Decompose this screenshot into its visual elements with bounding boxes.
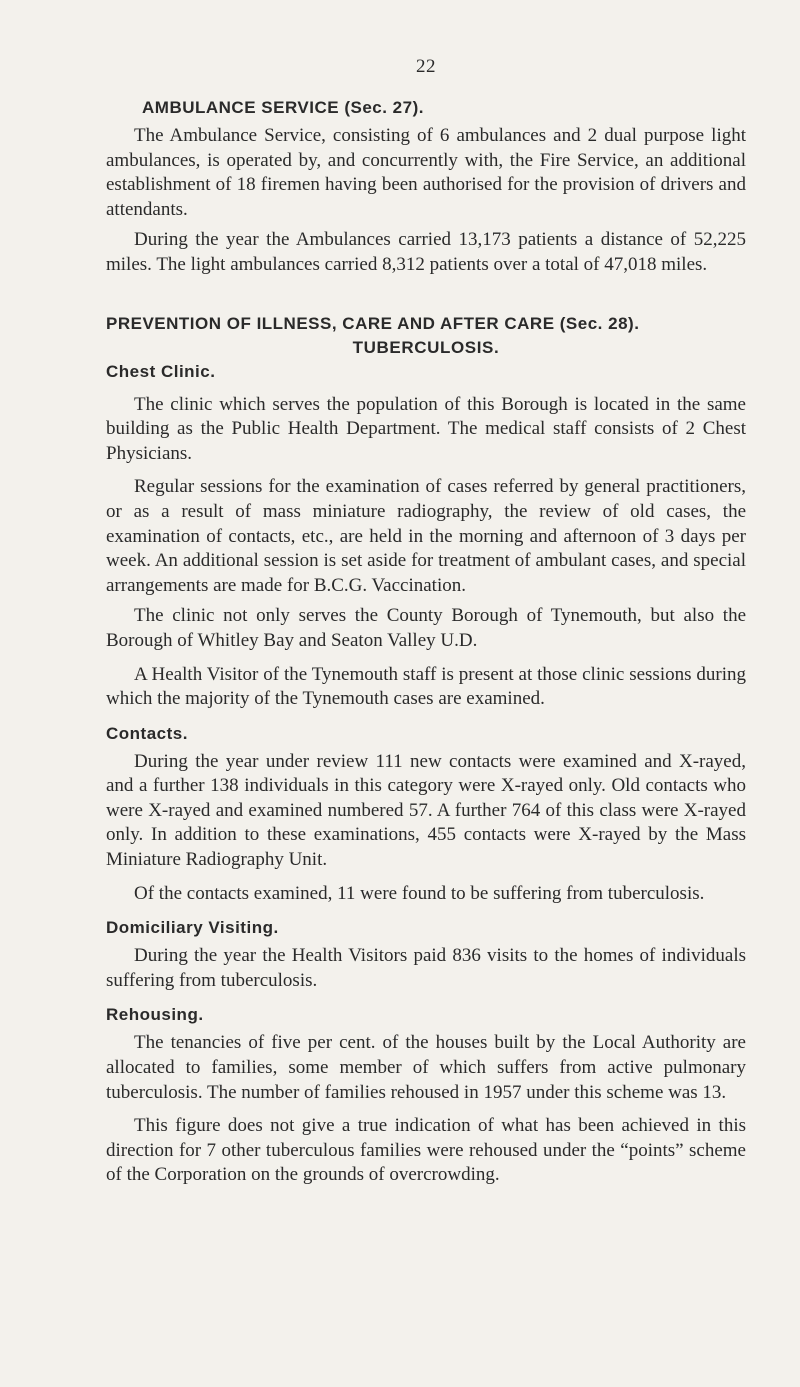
document-body bbox=[106, 96, 746, 1188]
subsection-heading-domiciliary: Domiciliary Visiting. bbox=[106, 918, 279, 938]
paragraph-contacts-1: During the year under review 111 new contacts were examined and X-rayed, and a further 138 individuals in this category were X-rayed only. Old contacts who were X-rayed and examined numbered 57. A further 764 of this class were X-rayed only. In addition to these examinations, 455 contacts were X-rayed by the Mass Miniature Radiography Unit. bbox=[106, 750, 746, 871]
paragraph-contacts-2: Of the contacts examined, 11 were found to be suffering from tuberculosis. bbox=[134, 882, 705, 904]
paragraph-clinic-2: Regular sessions for the examination of cases referred by general practitioners, or as a result of mass miniature radiography, the review of old cases, the examination of contacts, etc., are held in the morning and afternoon of 3 days per week. An additional session is set aside for treatment of ambulant cases, and special arrangements are made for B.C.G. Vaccination. bbox=[106, 476, 746, 596]
paragraph-clinic-3: The clinic not only serves the County Borough of Tynemouth, but also the Borough of Whitley Bay and Seaton Valley U.D. bbox=[106, 605, 746, 651]
section-ambulance-service bbox=[106, 96, 746, 278]
paragraph-clinic-1: The clinic which serves the population of this Borough is located in the same building as the Public Health Department. The medical staff consists of 2 Chest Physicians. bbox=[106, 393, 746, 464]
paragraph-domiciliary-1: During the year the Health Visitors paid 836 visits to the homes of individuals suffering from tuberculosis. bbox=[106, 945, 746, 991]
paragraph-rehousing-1: The tenancies of five per cent. of the houses built by the Local Authority are allocated to families, some member of which suffers from active pulmonary tuberculosis. The number of families rehoused in 1957 under this scheme was 13. bbox=[106, 1032, 746, 1103]
subheading-tuberculosis: TUBERCULOSIS. bbox=[352, 337, 500, 357]
section-heading-ambulance: AMBULANCE SERVICE (Sec. 27). bbox=[142, 98, 424, 117]
page-number: 22 bbox=[416, 56, 436, 77]
subsection-heading-chest-clinic: Chest Clinic. bbox=[106, 361, 216, 381]
section-heading-prevention: PREVENTION OF ILLNESS, CARE AND AFTER CARE (Sec. 28). bbox=[106, 313, 640, 333]
subsection-heading-contacts: Contacts. bbox=[106, 723, 188, 743]
subsection-heading-rehousing: Rehousing. bbox=[106, 1005, 204, 1025]
paragraph-clinic-4: A Health Visitor of the Tynemouth staff is present at those clinic sessions during which the majority of the Tynemouth cases are examined. bbox=[106, 663, 746, 710]
paragraph-ambulance-1: The Ambulance Service, consisting of 6 ambulances and 2 dual purpose light ambulances, is operated by, and concurrently with, the Fire Service, an additional establishment of 18 firemen having been authorised for the provision of drivers and attendants. bbox=[106, 125, 746, 220]
section-prevention bbox=[106, 312, 746, 1188]
paragraph-ambulance-2: During the year the Ambulances carried 13,173 patients a distance of 52,225 miles. The light ambulances carried 8,312 patients over a total of 47,018 miles. bbox=[106, 229, 746, 275]
paragraph-rehousing-2: This figure does not give a true indication of what has been achieved in this direction for 7 other tuberculous families were rehoused under the “points” scheme of the Corporation on the grounds of overcrowding. bbox=[106, 1115, 746, 1186]
